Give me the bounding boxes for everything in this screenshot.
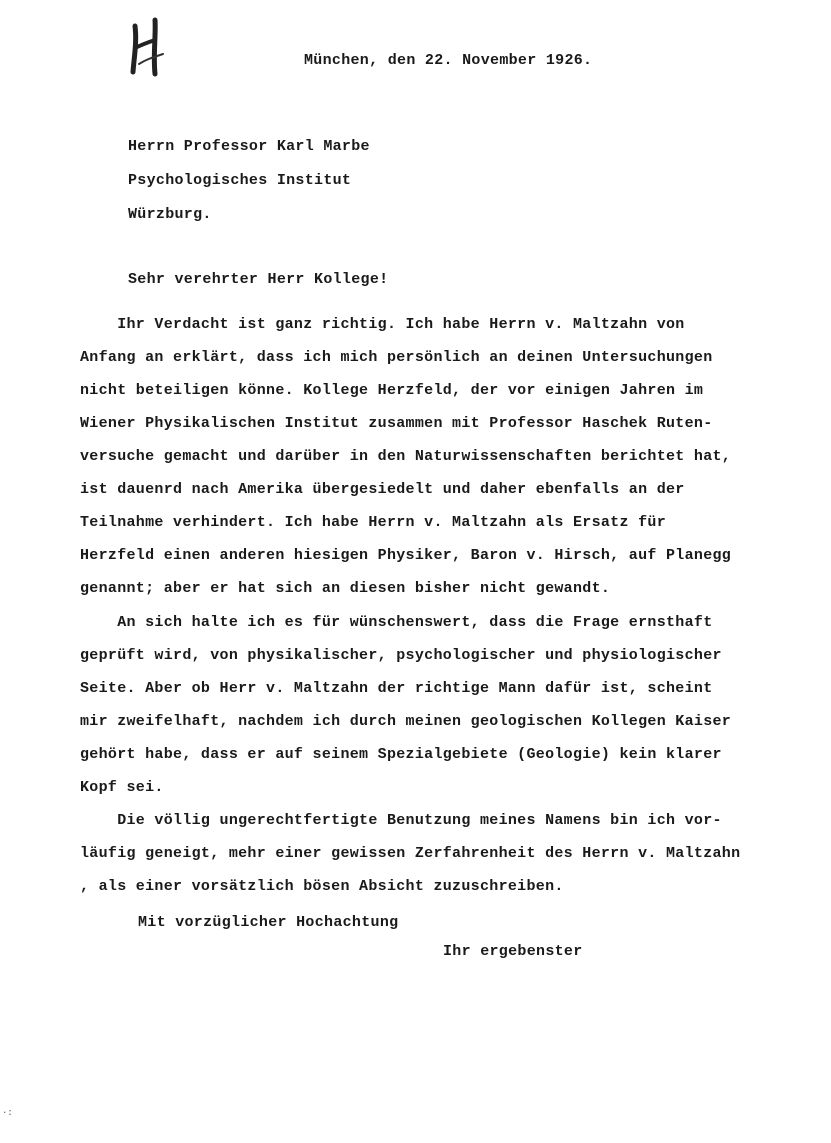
body-line: geprüft wird, von physikalischer, psychologischer und physiologischer [80,647,722,664]
salutation: Sehr verehrter Herr Kollege! [128,271,389,288]
body-line: versuche gemacht und darüber in den Naturwissenschaften berichtet hat, [80,448,732,465]
body-line: Anfang an erklärt, dass ich mich persönlich an deinen Untersuchungen [80,349,713,366]
body-line: Seite. Aber ob Herr v. Maltzahn der richtige Mann dafür ist, scheint [80,680,713,697]
dateline: München, den 22. November 1926. [304,52,593,69]
closing: Mit vorzüglicher Hochachtung [138,914,399,931]
body-line: mir zweifelhaft, nachdem ich durch meinen geologischen Kollegen Kaiser [80,713,732,730]
recipient-city: Würzburg. [128,206,212,223]
body-line: Wiener Physikalischen Institut zusammen mit Professor Haschek Ruten- [80,415,713,432]
handwritten-mark [125,14,173,80]
scan-edge-marks: ·: [2,1108,13,1118]
body-line: , als einer vorsätzlich bösen Absicht zuzuschreiben. [80,878,564,895]
body-line: Teilnahme verhindert. Ich habe Herrn v. Maltzahn als Ersatz für [80,514,666,531]
body-line: Herzfeld einen anderen hiesigen Physiker, Baron v. Hirsch, auf Planegg [80,547,732,564]
body-line: Ihr Verdacht ist ganz richtig. Ich habe Herrn v. Maltzahn von [80,316,685,333]
body-line: genannt; aber er hat sich an diesen bisher nicht gewandt. [80,580,611,597]
recipient-institute: Psychologisches Institut [128,172,352,189]
body-line: Kopf sei. [80,779,164,796]
body-line: Die völlig ungerechtfertigte Benutzung meines Namens bin ich vor- [80,812,722,829]
body-line: An sich halte ich es für wünschenswert, dass die Frage ernsthaft [80,614,713,631]
body-line: ist dauenrd nach Amerika übergesiedelt und daher ebenfalls an der [80,481,685,498]
body-line: gehört habe, dass er auf seinem Spezialgebiete (Geologie) kein klarer [80,746,722,763]
body-line: läufig geneigt, mehr einer gewissen Zerfahrenheit des Herrn v. Maltzahn [80,845,741,862]
signoff: Ihr ergebenster [443,943,583,960]
body-line: nicht beteiligen könne. Kollege Herzfeld, der vor einigen Jahren im [80,382,704,399]
recipient-name: Herrn Professor Karl Marbe [128,138,370,155]
